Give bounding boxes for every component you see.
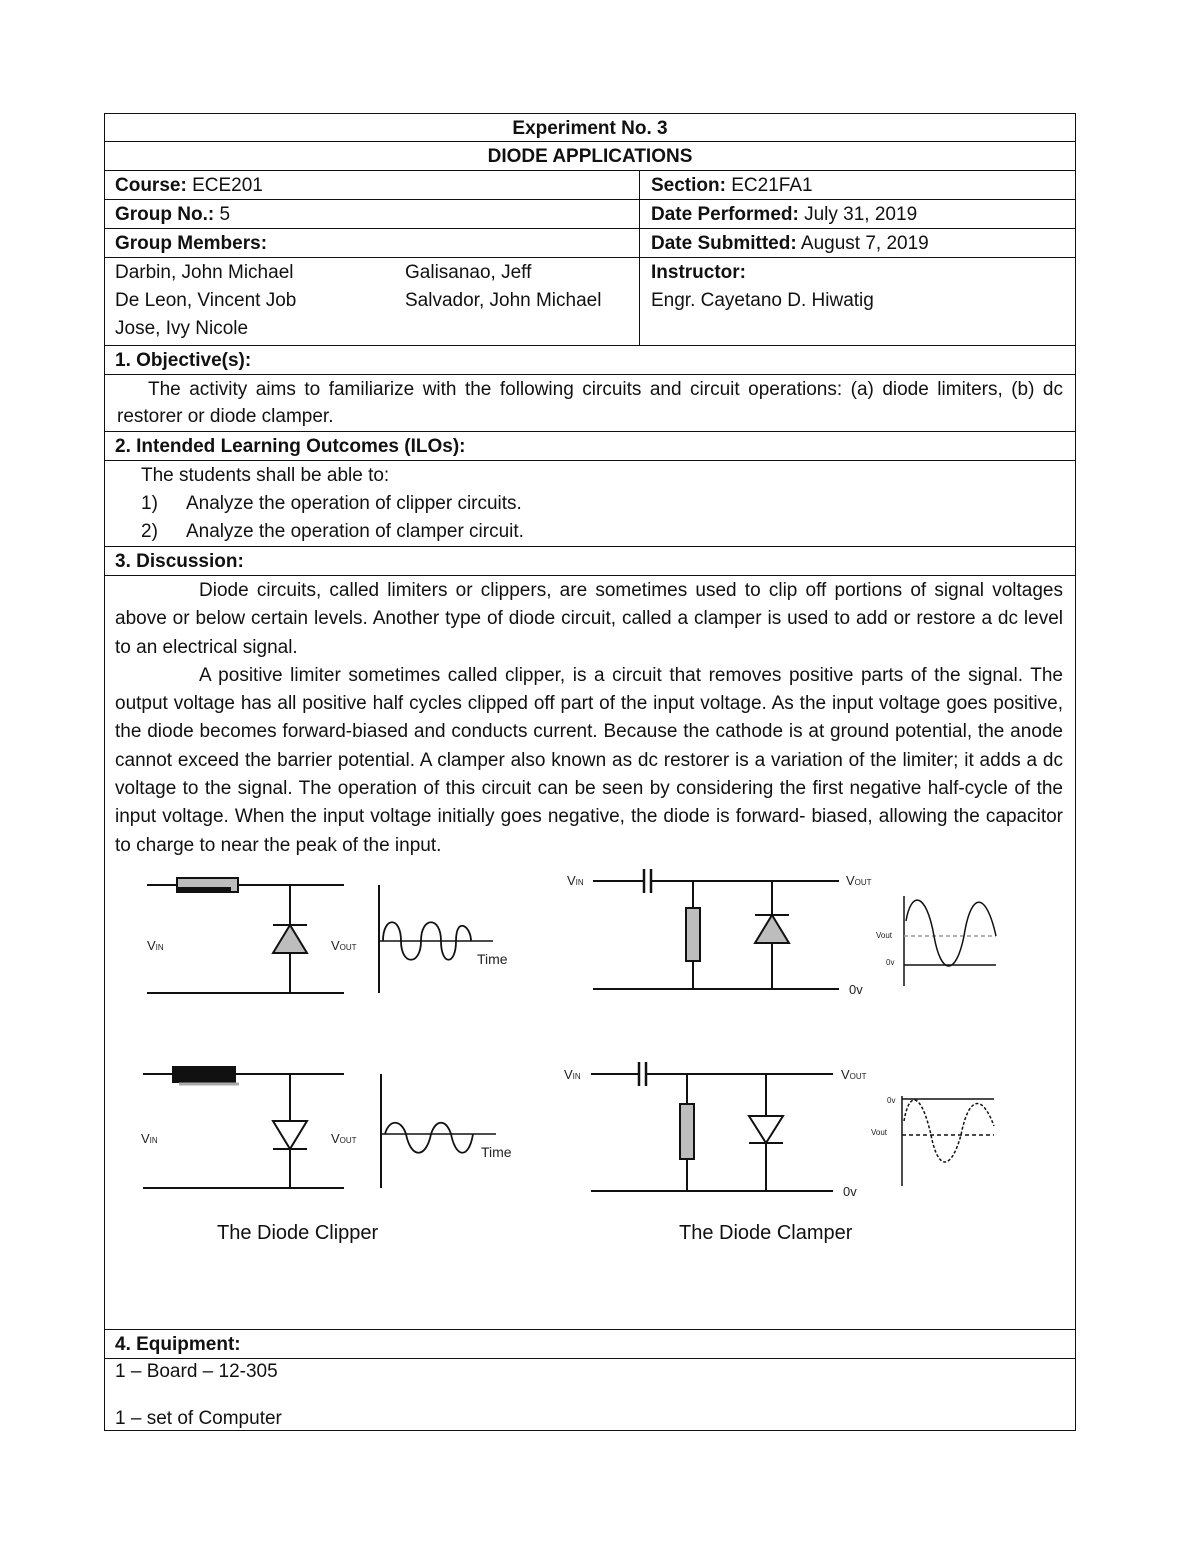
objectives-line1: The activity aims to familiarize with the following circuits and circuit operations: (a) diode limiters, (b) dc	[148, 379, 1063, 400]
time-label: Time	[477, 951, 508, 967]
discussion-heading: 3. Discussion:	[104, 547, 1076, 576]
date-submitted-label: Date Submitted:	[651, 233, 797, 254]
instructor-name: Engr. Cayetano D. Hiwatig	[651, 290, 874, 311]
experiment-title: DIODE APPLICATIONS	[104, 142, 1076, 171]
zero-volt-label: 0v	[849, 982, 863, 997]
instructor-label: Instructor:	[651, 262, 746, 283]
list-text: Analyze the operation of clipper circuits.	[186, 493, 522, 514]
ilos-heading: 2. Intended Learning Outcomes (ILOs):	[104, 432, 1076, 461]
member-name: Salvador, John Michael	[405, 290, 602, 311]
list-number: 2)	[141, 521, 158, 542]
diode-icon	[273, 925, 307, 953]
member-name: Darbin, John Michael	[115, 262, 294, 283]
list-item	[141, 518, 1075, 546]
discussion-paragraph-2: A positive limiter sometimes called clipper, is a circuit that removes positive parts of the signal. The output voltage has all positive half cycles clipped off part of the input voltage. As the input voltage goes positive, the diode becomes forward-biased and conducts current. Because the cathode is at ground potential, the anode cannot exceed the barrier potential. A clamper also known as dc restorer is a variation of the limiter; it adds a dc voltage to the signal. The operation of this circuit can be seen by considering the first negative half-cycle of the input voltage. When the input voltage initially goes negative, the diode is forward- biased, allowing the capacitor to charge to near the peak of the input.	[115, 664, 1063, 856]
experiment-number: Experiment No. 3	[104, 113, 1076, 142]
circuit-diagrams	[105, 864, 1073, 1274]
date-submitted-value: August 7, 2019	[796, 233, 929, 254]
section-label: Section:	[651, 175, 726, 196]
date-performed-label: Date Performed:	[651, 204, 799, 225]
svg-text:Vout: Vout	[876, 931, 893, 940]
diode-icon	[749, 1116, 783, 1143]
list-number: 1)	[141, 493, 158, 514]
equipment-item: 1 – Board – 12-305	[115, 1361, 278, 1382]
members-row	[104, 258, 1076, 346]
equipment-item: 1 – set of Computer	[115, 1408, 282, 1429]
clipper-circuit-bottom	[143, 1067, 496, 1188]
ilos-content	[104, 461, 1076, 547]
caption-clipper: The Diode Clipper	[217, 1222, 379, 1244]
svg-text:VOUT: VOUT	[331, 1131, 357, 1146]
svg-text:VIN: VIN	[567, 873, 584, 888]
date-performed-value: July 31, 2019	[798, 204, 918, 225]
clipper-circuit-top	[147, 878, 493, 993]
members-label: Group Members:	[115, 233, 268, 254]
group-label: Group No.:	[115, 204, 215, 225]
caption-clamper: The Diode Clamper	[679, 1222, 853, 1244]
member-name: Galisanao, Jeff	[405, 262, 532, 283]
zero-volt-label: 0v	[843, 1184, 857, 1199]
objectives-line2: restorer or diode clamper.	[117, 406, 334, 427]
svg-text:VIN: VIN	[141, 1131, 158, 1146]
discussion-paragraph-1: Diode circuits, called limiters or clippers, are sometimes used to clip off portions of signal voltages above or below certain levels. Another type of diode circuit, called a clamper is used to add or restore a dc level to an electrical signal.	[115, 580, 1063, 658]
diode-icon	[273, 1121, 307, 1149]
list-item	[141, 490, 1075, 518]
discussion-content	[104, 576, 1076, 1330]
group-date-row	[104, 200, 1076, 229]
resistor-icon	[173, 1067, 235, 1082]
clamper-circuit-top	[593, 869, 996, 989]
member-name: De Leon, Vincent Job	[115, 290, 297, 311]
resistor-icon	[686, 908, 700, 961]
lab-report-form	[104, 113, 1076, 1431]
resistor-icon	[680, 1104, 694, 1159]
ilos-intro: The students shall be able to:	[141, 465, 390, 486]
diode-icon	[755, 915, 789, 943]
svg-text:VOUT: VOUT	[331, 938, 357, 953]
time-label: Time	[481, 1144, 512, 1160]
course-label: Course:	[115, 175, 187, 196]
svg-text:0v: 0v	[887, 1096, 896, 1105]
list-text: Analyze the operation of clamper circuit.	[186, 521, 524, 542]
section-value: EC21FA1	[725, 175, 813, 196]
svg-text:Vout: Vout	[871, 1128, 888, 1137]
objectives-heading: 1. Objective(s):	[104, 346, 1076, 375]
equipment-content	[104, 1359, 1076, 1431]
clamper-circuit-bottom	[591, 1062, 994, 1191]
equipment-heading: 4. Equipment:	[104, 1330, 1076, 1359]
objectives-text	[104, 375, 1076, 432]
svg-text:VIN: VIN	[147, 938, 164, 953]
members-submitted-row	[104, 229, 1076, 258]
group-value: 5	[214, 204, 231, 225]
svg-text:VOUT: VOUT	[846, 873, 872, 888]
svg-text:0v: 0v	[886, 958, 895, 967]
svg-text:VIN: VIN	[564, 1067, 581, 1082]
member-name: Jose, Ivy Nicole	[115, 318, 249, 339]
svg-text:VOUT: VOUT	[841, 1067, 867, 1082]
course-value: ECE201	[186, 175, 263, 196]
course-section-row	[104, 171, 1076, 200]
